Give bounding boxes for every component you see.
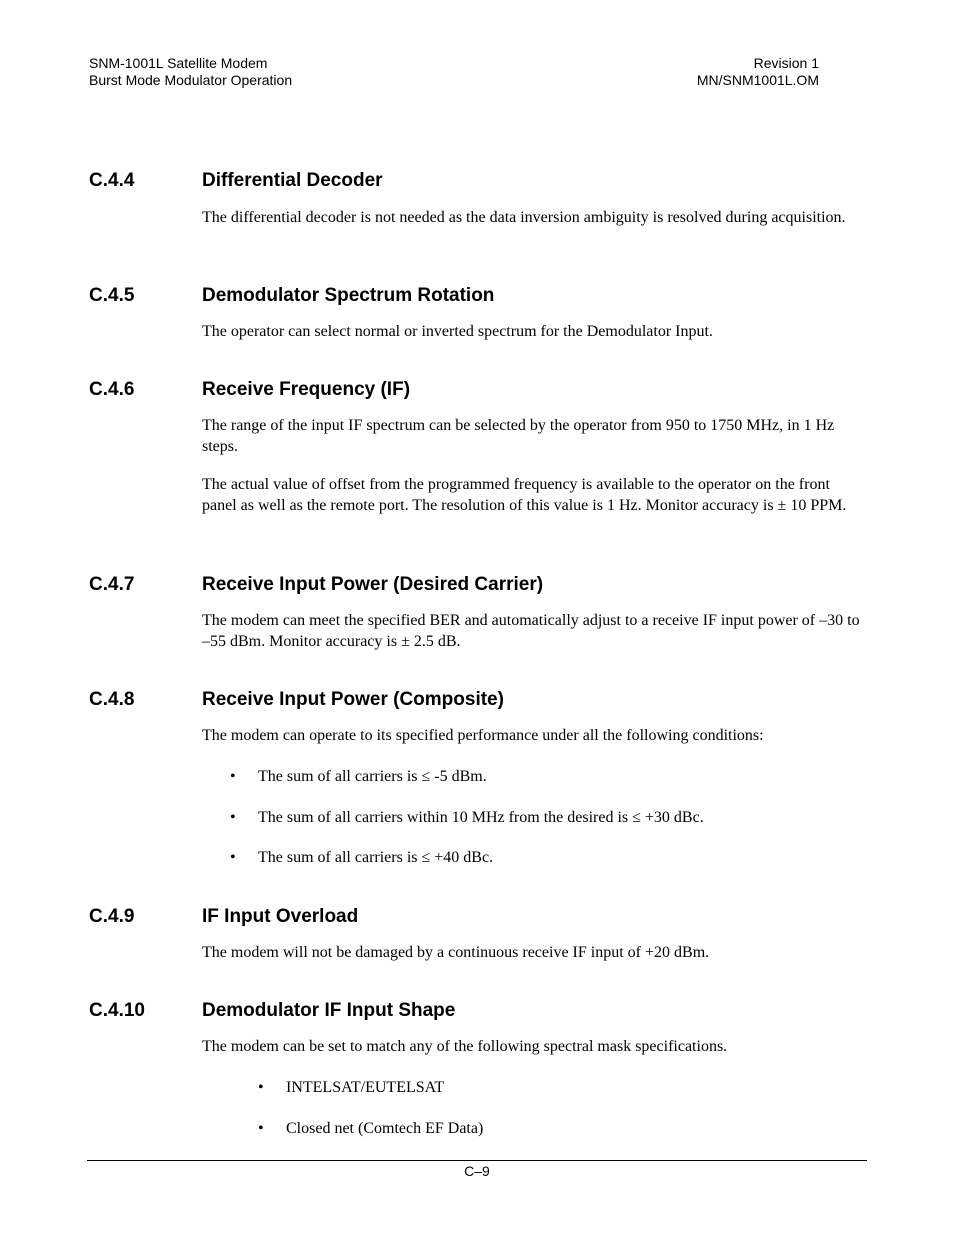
bullet-icon: • [258, 1078, 264, 1096]
section-demodulator-if-input-shape [89, 999, 864, 1139]
section-paragraph: The modem can be set to match any of the following spectral mask specifications. [202, 1038, 728, 1055]
section-heading [89, 905, 864, 928]
list-item-text: Closed net (Comtech EF Data) [286, 1119, 484, 1137]
section-heading [89, 378, 864, 401]
section-paragraph: The modem can operate to its specified performance under all the following conditions: [202, 727, 764, 744]
list-item-text: The sum of all carriers is ≤ -5 dBm. [258, 767, 487, 785]
section-paragraph: The modem will not be damaged by a continuous receive IF input of +20 dBm. [202, 944, 710, 961]
running-header-left [89, 55, 292, 89]
section-heading [89, 573, 864, 596]
section-title: Differential Decoder [202, 170, 383, 191]
footer-divider [87, 1160, 867, 1161]
list-item-text: INTELSAT/EUTELSAT [286, 1078, 445, 1096]
section-number: C.4.4 [89, 170, 135, 191]
list-item [89, 767, 864, 787]
revision-label: Revision 1 [753, 55, 819, 71]
bullet-icon: • [230, 808, 236, 826]
section-title: IF Input Overload [202, 906, 359, 927]
section-number: C.4.10 [89, 1000, 145, 1021]
section-title: Receive Input Power (Composite) [202, 689, 504, 710]
running-header-right [697, 55, 819, 89]
section-receive-input-power-desired [89, 573, 864, 652]
section-paragraph: The modem can meet the specified BER and automatically adjust to a receive IF input power of –30 to –55 dBm. Monitor accuracy is ± 2.5 dB. [202, 612, 860, 650]
section-number: C.4.5 [89, 285, 135, 306]
section-title: Receive Input Power (Desired Carrier) [202, 574, 544, 595]
section-paragraph: The actual value of offset from the programmed frequency is available to the operator on the front panel as well as the remote port. The resolution of this value is 1 Hz. Monitor accuracy is ± 10 PPM. [202, 476, 847, 514]
section-paragraph: The differential decoder is not needed as the data inversion ambiguity is resolved during acquisition. [202, 209, 846, 226]
spectral-mask-list [89, 1078, 864, 1139]
list-item [89, 1119, 864, 1139]
section-number: C.4.7 [89, 574, 135, 595]
section-heading [89, 284, 864, 307]
section-number: C.4.9 [89, 906, 135, 927]
section-title: Demodulator IF Input Shape [202, 1000, 456, 1021]
section-receive-frequency [89, 378, 864, 516]
list-item [89, 1078, 864, 1098]
section-paragraph: The range of the input IF spectrum can be selected by the operator from 950 to 1750 MHz, in 1 Hz steps. [202, 417, 835, 455]
section-paragraph: The operator can select normal or inverted spectrum for the Demodulator Input. [202, 323, 713, 340]
section-heading [89, 999, 864, 1022]
section-heading [89, 169, 864, 192]
section-number: C.4.8 [89, 689, 135, 710]
bullet-icon: • [258, 1119, 264, 1137]
page-number: C–9 [464, 1163, 490, 1179]
bullet-icon: • [230, 848, 236, 866]
section-number: C.4.6 [89, 379, 135, 400]
section-if-input-overload [89, 905, 864, 964]
list-item-text: The sum of all carriers within 10 MHz from the desired is ≤ +30 dBc. [258, 808, 704, 826]
section-heading [89, 688, 864, 711]
list-item [89, 808, 864, 828]
document-title: SNM-1001L Satellite Modem [89, 55, 268, 71]
section-title: Receive Frequency (IF) [202, 379, 411, 400]
list-item [89, 848, 864, 868]
section-demodulator-spectrum-rotation [89, 284, 864, 343]
manual-number: MN/SNM1001L.OM [696, 72, 819, 88]
conditions-list [89, 767, 864, 868]
section-differential-decoder [89, 169, 864, 229]
chapter-title: Burst Mode Modulator Operation [89, 72, 293, 88]
list-item-text: The sum of all carriers is ≤ +40 dBc. [258, 848, 494, 866]
section-title: Demodulator Spectrum Rotation [202, 285, 495, 306]
bullet-icon: • [230, 767, 236, 785]
section-receive-input-power-composite [89, 688, 864, 868]
